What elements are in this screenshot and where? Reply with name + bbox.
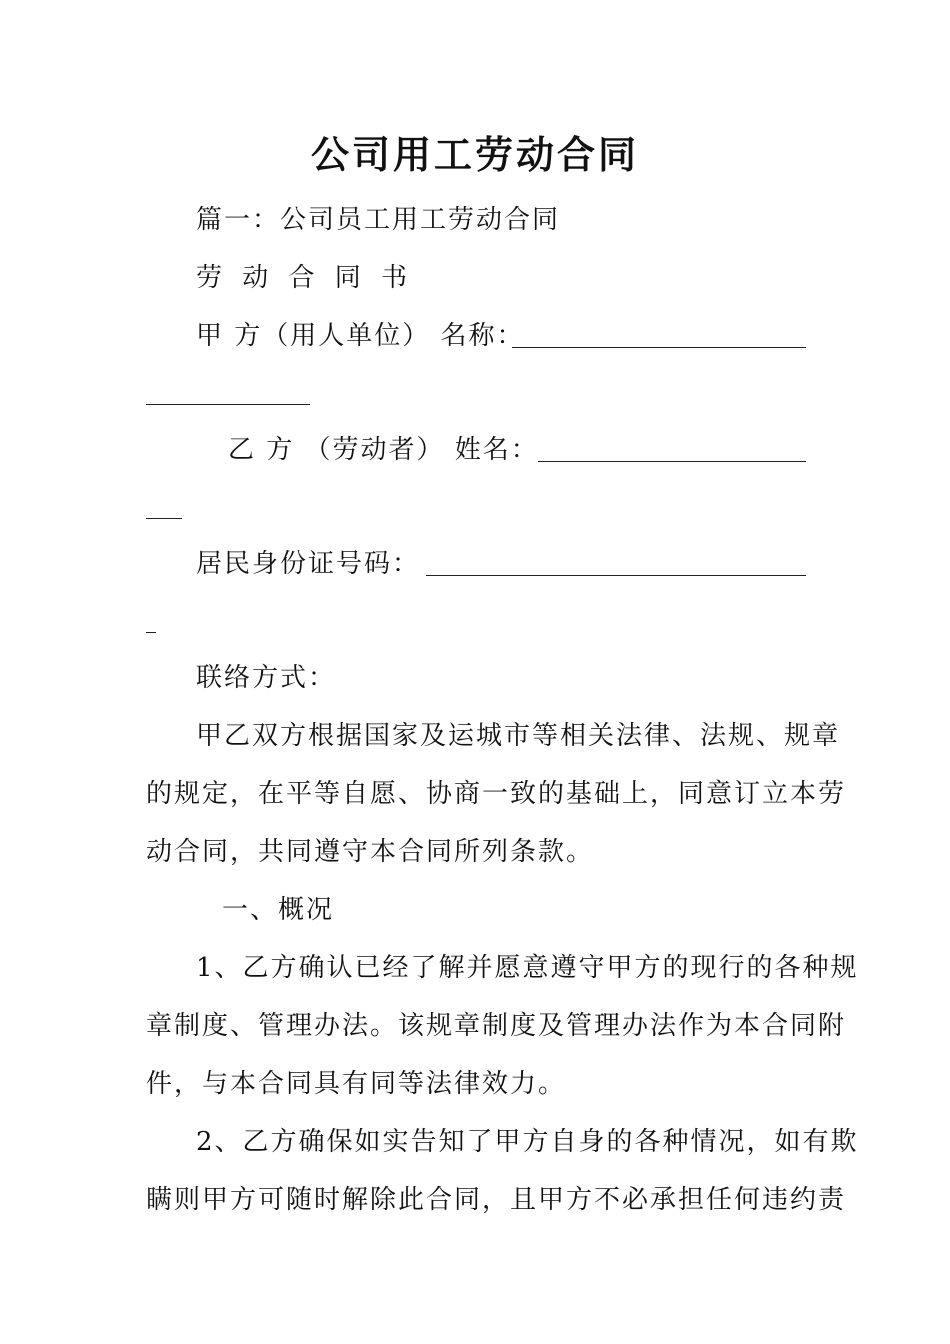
party-b-name-blank — [538, 461, 806, 462]
clause-1-line-1: 1、乙方确认已经了解并愿意遵守甲方的现行的各种规 — [196, 953, 859, 983]
clause-2-line-1: 2、乙方确保如实告知了甲方自身的各种情况，如有欺 — [196, 1127, 859, 1157]
article-heading: 篇一：公司员工用工劳动合同 — [196, 205, 561, 235]
id-number-blank-continued — [146, 632, 156, 633]
section-1-heading: 一、概况 — [222, 895, 335, 925]
party-a-name-blank — [512, 347, 806, 348]
intro-line-3: 动合同，共同遵守本合同所列条款。 — [146, 837, 595, 867]
intro-line-1: 甲乙双方根据国家及运城市等相关法律、法规、规章 — [196, 721, 841, 751]
clause-1-line-3: 件，与本合同具有同等法律效力。 — [146, 1069, 567, 1099]
party-b-name-blank-continued — [146, 518, 182, 519]
intro-line-2: 的规定，在平等自愿、协商一致的基础上，同意订立本劳 — [146, 779, 847, 809]
clause-2-line-2: 瞒则甲方可随时解除此合同，且甲方不必承担任何违约责 — [146, 1185, 847, 1215]
id-number-blank — [426, 575, 806, 576]
contact-label: 联络方式： — [196, 663, 337, 693]
book-title: 劳 动 合 同 书 — [196, 263, 414, 293]
party-b-label: 乙 方 （劳动者） 姓名： — [228, 435, 539, 465]
clause-1-line-2: 章制度、管理办法。该规章制度及管理办法作为本合同附 — [146, 1011, 847, 1041]
party-a-label: 甲 方（用人单位） 名称： — [196, 321, 525, 351]
id-number-label: 居民身份证号码： — [196, 549, 421, 579]
document-title: 公司用工劳动合同 — [310, 133, 639, 177]
party-a-name-blank-continued — [146, 404, 310, 405]
